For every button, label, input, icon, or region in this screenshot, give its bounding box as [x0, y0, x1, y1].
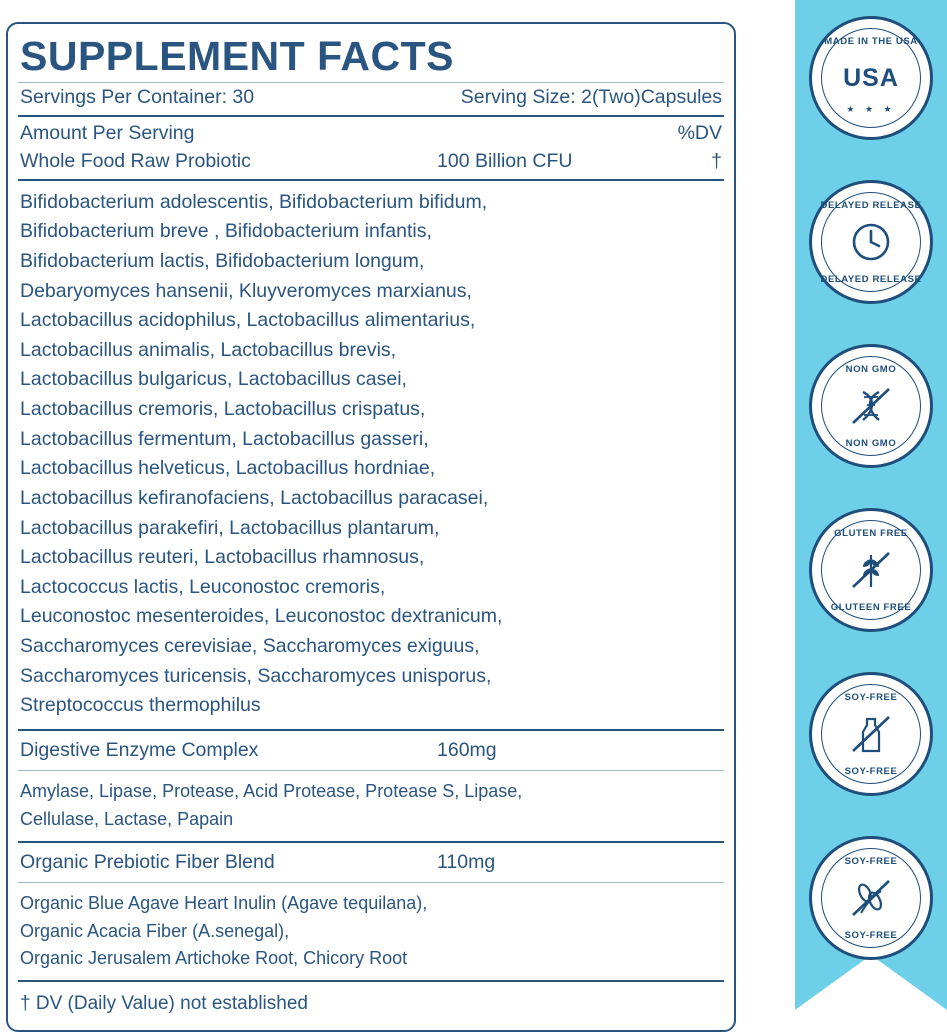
prebiotic-fiber-row — [18, 843, 724, 882]
digestive-enzyme-ingredients — [18, 771, 724, 841]
amount-per-serving-header: Amount Per Serving — [20, 122, 195, 145]
list-item: Lactobacillus bulgaricus, Lactobacillus casei, — [20, 368, 407, 391]
servings-per-container: Servings Per Container: 30 — [20, 85, 255, 108]
list-item: Lactobacillus fermentum, Lactobacillus gasseri, — [20, 427, 429, 450]
dv-header: %DV — [677, 122, 722, 145]
serving-size: Serving Size: 2(Two)Capsules — [460, 85, 722, 108]
badge-arc-top-text: MADE IN THE USA — [824, 36, 918, 47]
badge-arc-bottom-text: DELAYED RELEASE — [820, 274, 922, 285]
digestive-enzyme-name: Digestive Enzyme Complex — [20, 738, 259, 761]
daily-value-footnote: † DV (Daily Value) not established — [20, 993, 308, 1015]
badge-arc-bottom-text: GLUTEEN FREE — [830, 602, 912, 613]
badge-gluten-free — [809, 508, 933, 632]
list-item: Organic Blue Agave Heart Inulin (Agave tequilana), — [20, 893, 428, 914]
list-item: Lactobacillus kefiranofaciens, Lactobacillus paracasei, — [20, 486, 489, 509]
badge-made-in-usa — [809, 16, 933, 140]
badge-arc-top-text: SOY-FREE — [844, 856, 898, 867]
list-item: Lactobacillus reuteri, Lactobacillus rhamnosus, — [20, 546, 425, 569]
digestive-enzyme-amount: 160mg — [437, 738, 497, 761]
list-item: Leuconostoc mesenteroides, Leuconostoc dextranicum, — [20, 605, 503, 628]
prebiotic-fiber-amount: 110mg — [437, 850, 496, 873]
list-item: Lactobacillus animalis, Lactobacillus brevis, — [20, 338, 397, 361]
badge-arc-top-text: NON GMO — [845, 364, 897, 375]
badge-arc-top-text: GLUTEN FREE — [834, 528, 908, 539]
badge-arc-top-text: SOY-FREE — [844, 692, 898, 703]
badge-non-gmo — [809, 344, 933, 468]
list-item: Debaryomyces hansenii, Kluyveromyces marxianus, — [20, 279, 472, 302]
badge-delayed-release — [809, 180, 933, 304]
list-item: Amylase, Lipase, Protease, Acid Protease, Protease S, Lipase, — [20, 781, 523, 802]
list-item: Bifidobacterium breve , Bifidobacterium infantis, — [20, 220, 432, 243]
badge-stars: ★ ★ ★ — [846, 104, 896, 114]
list-item: Saccharomyces turicensis, Saccharomyces unisporus, — [20, 664, 492, 687]
list-item: Organic Jerusalem Artichoke Root, Chicory Root — [20, 947, 408, 968]
amount-per-serving-block — [18, 117, 724, 179]
list-item: Bifidobacterium lactis, Bifidobacterium longum, — [20, 249, 425, 272]
amount-header-row — [20, 119, 722, 147]
badge-arc-bottom-text: SOY-FREE — [844, 766, 898, 777]
list-item: Lactococcus lactis, Leuconostoc cremoris, — [20, 575, 386, 598]
digestive-enzyme-row — [18, 731, 724, 770]
list-item: Streptococcus thermophilus — [20, 694, 261, 717]
list-item: Saccharomyces cerevisiae, Saccharomyces exiguus, — [20, 635, 480, 658]
usa-badge-icon — [812, 19, 930, 137]
main-ingredient-row — [20, 147, 722, 175]
list-item: Lactobacillus cremoris, Lactobacillus crispatus, — [20, 398, 426, 421]
main-ingredient-name: Whole Food Raw Probiotic — [20, 150, 251, 173]
main-ingredient-dv: † — [711, 150, 722, 173]
prebiotic-fiber-name: Organic Prebiotic Fiber Blend — [20, 850, 275, 873]
page-title: SUPPLEMENT FACTS — [20, 33, 454, 79]
badge-arc-bottom-text: NON GMO — [845, 438, 897, 449]
badge-arc-bottom-text: SOY-FREE — [844, 930, 898, 941]
probiotic-strain-list — [18, 181, 724, 729]
list-item: Organic Acacia Fiber (A.senegal), — [20, 920, 290, 941]
main-ingredient-amount: 100 Billion CFU — [437, 150, 573, 173]
certification-badges — [795, 0, 947, 1024]
list-item: Lactobacillus acidophilus, Lactobacillus alimentarius, — [20, 309, 476, 332]
list-item: Cellulase, Lactase, Papain — [20, 808, 234, 829]
badge-arc-top-text: DELAYED RELEASE — [820, 200, 922, 211]
badge-soy-free-milk — [809, 672, 933, 796]
list-item: Lactobacillus helveticus, Lactobacillus hordniae, — [20, 457, 436, 480]
supplement-facts-panel — [6, 22, 736, 1032]
badge-soy-free-bean — [809, 836, 933, 960]
badge-center-text: USA — [843, 63, 899, 92]
servings-row — [18, 83, 724, 115]
list-item: Lactobacillus parakefiri, Lactobacillus plantarum, — [20, 516, 440, 539]
prebiotic-fiber-ingredients — [18, 883, 724, 980]
list-item: Bifidobacterium adolescentis, Bifidobacterium bifidum, — [20, 190, 488, 213]
